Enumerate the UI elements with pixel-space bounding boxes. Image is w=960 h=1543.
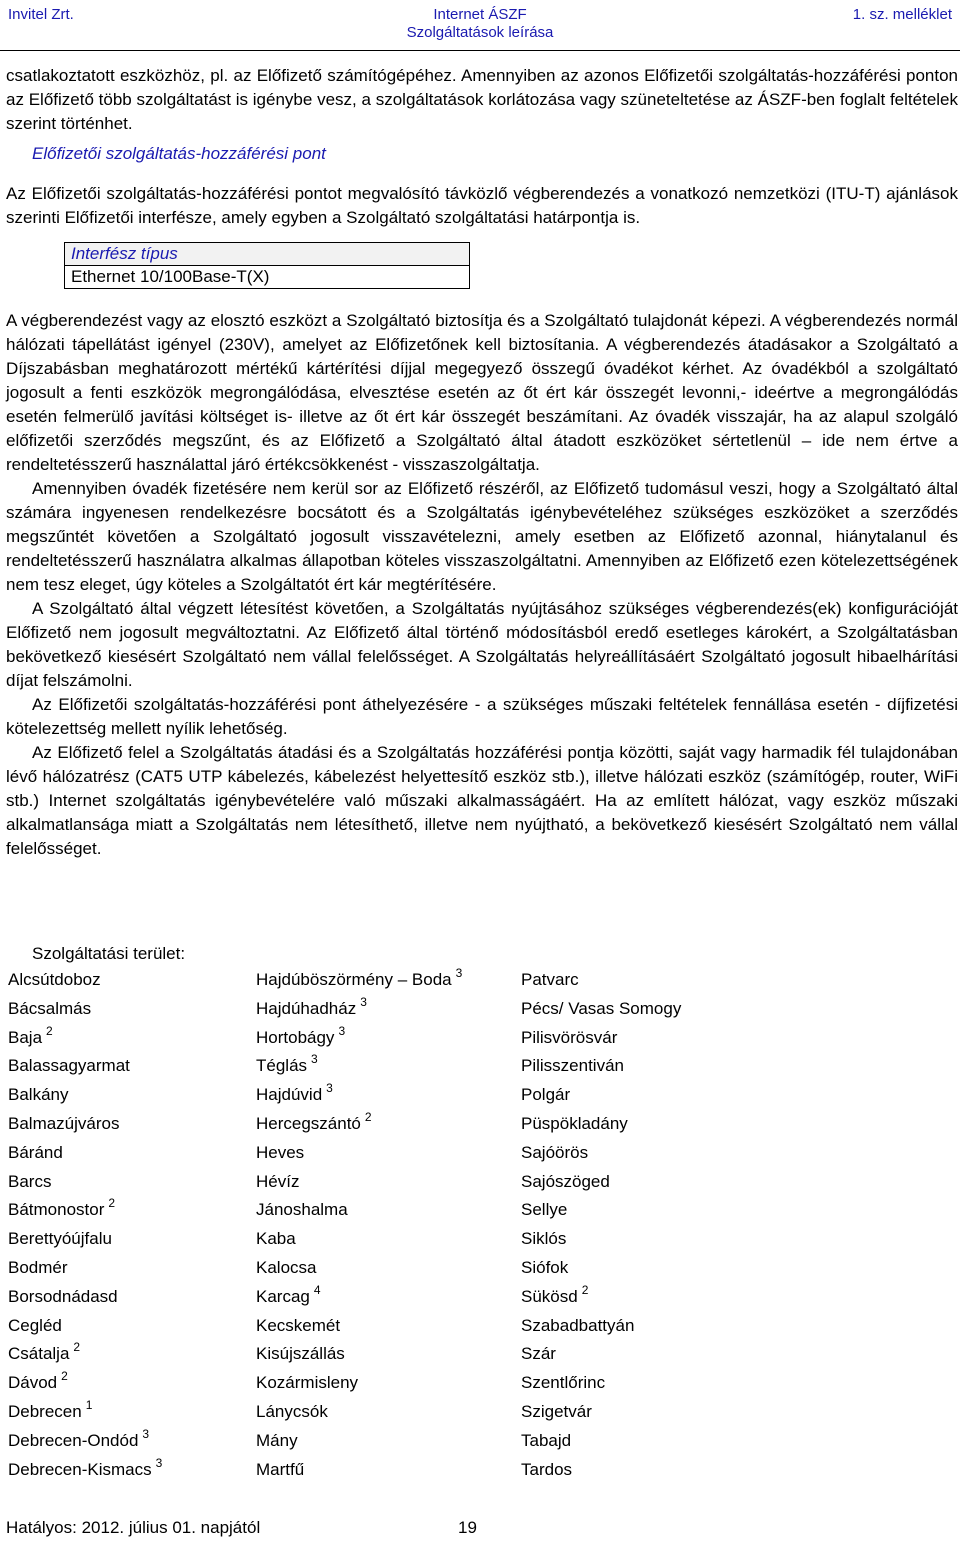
town-name: Bácsalmás xyxy=(8,998,92,1018)
town-name: Hercegszántó xyxy=(256,1113,361,1133)
service-area-town xyxy=(521,1196,681,1225)
town-name: Siófok xyxy=(521,1257,569,1277)
town-name: Sajószöged xyxy=(521,1171,610,1191)
service-area-town xyxy=(256,995,462,1024)
town-name: Hajdúböszörmény – Boda xyxy=(256,970,452,989)
town-name: Hajdúvid xyxy=(256,1085,323,1105)
service-area-column-1 xyxy=(8,966,162,1484)
service-area-column-2 xyxy=(256,966,462,1484)
town-name: Kecskemét xyxy=(256,1315,341,1335)
section-title: Előfizetői szolgáltatás-hozzáférési pont xyxy=(32,144,326,163)
town-name: Debrecen-Kismacs xyxy=(8,1459,152,1479)
town-name: Lánycsók xyxy=(256,1401,328,1421)
header-title xyxy=(0,6,960,42)
town-name: Cegléd xyxy=(8,1315,62,1335)
service-area-town xyxy=(8,1196,162,1225)
service-area-town xyxy=(521,1456,681,1485)
town-name: Hajdúhadház xyxy=(256,998,357,1018)
service-area-town xyxy=(8,1081,162,1110)
town-name: Püspökladány xyxy=(521,1113,628,1133)
service-area-town xyxy=(521,1254,681,1283)
town-name: Szigetvár xyxy=(521,1401,592,1421)
service-area-town xyxy=(256,1052,462,1081)
town-footnote-mark: 4 xyxy=(313,1282,321,1297)
service-area-town xyxy=(8,1283,162,1312)
service-area-town xyxy=(521,1052,681,1081)
service-area-town xyxy=(8,1052,162,1081)
town-name: Csátalja xyxy=(8,1344,70,1364)
town-name: Pilisvörösvár xyxy=(521,1027,618,1047)
town-name: Kisújszállás xyxy=(256,1344,345,1364)
footer-page-number: 19 xyxy=(458,1518,477,1537)
body-paragraph-4: Az Előfizetői szolgáltatás-hozzáférési pont áthelyezésére - a szükséges műszaki feltételek fennállása esetén - díjfizetési kötelezettség mellett nyílik lehetőség. xyxy=(6,695,958,738)
service-area-town xyxy=(8,1110,162,1139)
town-name: Balkány xyxy=(8,1085,69,1105)
town-name: Pécs/ Vasas Somogy xyxy=(521,998,682,1018)
town-name: Szabadbattyán xyxy=(521,1315,635,1335)
service-area-town xyxy=(521,995,681,1024)
town-name: Sellye xyxy=(521,1200,568,1220)
service-area-town xyxy=(8,1340,162,1369)
town-name: Kaba xyxy=(256,1229,296,1249)
document-body xyxy=(6,64,958,861)
service-area-town xyxy=(521,1024,681,1053)
town-name: Barcs xyxy=(8,1171,52,1191)
town-footnote-mark: 2 xyxy=(61,1369,68,1384)
town-footnote-mark: 3 xyxy=(142,1426,150,1441)
body-paragraph-5: Az Előfizető felel a Szolgáltatás átadási és a Szolgáltatás hozzáférési pontja közötti, saját vagy harmadik fél tulajdonában lévő hálózatrész (CAT5 UTP kábelezés, kábelezést helyettesítő eszköz stb.), illetve hálózati eszköz (számítógép, router, WiFi stb.) Internet szolgáltatás igénybevételére való műszaki alkalmasságáért. Ha az említett hálózat, vagy eszköz műszaki alkalmatlansága miatt a Szolgáltatás nem létesíthető, illetve nem nyújtható, a bekövetkező kiesésért Szolgáltató nem vállal felelősséget. xyxy=(6,743,958,858)
town-name: Martfű xyxy=(256,1459,305,1479)
service-area-town xyxy=(256,1081,462,1110)
body-paragraph-3: A Szolgáltató által végzett létesítést követően, a Szolgáltatás nyújtásához szükséges végberendezés(ek) konfigurációját Előfizető nem jogosult megváltoztatni. Az Előfizető által történő módosításból eredő esetleges károkért, a Szolgáltatásban bekövetkező kiesésért Szolgáltató nem vállal felelősséget. A Szolgáltatás helyreállításáért Szolgáltató jogosult hibaelhárítási díjat felszámolni. xyxy=(6,599,958,690)
town-footnote-mark: 3 xyxy=(360,994,367,1009)
service-area-town xyxy=(521,1168,681,1197)
service-area-town xyxy=(8,1312,162,1341)
town-name: Kozármisleny xyxy=(256,1373,359,1393)
service-area-town xyxy=(256,1024,462,1053)
town-name: Hortobágy xyxy=(256,1027,335,1047)
service-area-town xyxy=(8,1254,162,1283)
footer-effective-date: Hatályos: 2012. július 01. napjától xyxy=(6,1518,261,1537)
town-name: Sajóörös xyxy=(521,1142,589,1162)
town-name: Berettyóújfalu xyxy=(8,1229,112,1249)
town-name: Siklós xyxy=(521,1229,567,1249)
town-name: Patvarc xyxy=(521,970,579,989)
service-area-town xyxy=(256,1196,462,1225)
town-footnote-mark: 2 xyxy=(364,1109,372,1124)
service-area-town xyxy=(8,1225,162,1254)
service-area-town xyxy=(256,1369,462,1398)
service-area-town xyxy=(521,1225,681,1254)
town-name: Dávod xyxy=(8,1373,58,1393)
body-paragraph-2: Amennyiben óvadék fizetésére nem kerül sor az Előfizető részéről, az Előfizető tudomásul veszi, hogy a Szolgáltató által számára ingyenesen rendelkezésre bocsátott és a Szolgáltatás igénybevételéhez szükséges eszközöket a szerződés megszűntét követően a Szolgáltató jogosult visszavételezni, amely esetben az Előfizető azonnal, hiánytalanul és rendeltetésszerű használatra alkalmas állapotban köteles visszaszolgáltatni. Amennyiben az Előfizető ezen kötelezettségének nem tesz eleget, úgy köteles a Szolgáltatót ért kár megtérítésére. xyxy=(6,479,958,594)
service-area-town xyxy=(256,1312,462,1341)
town-name: Báránd xyxy=(8,1142,63,1162)
service-area-town xyxy=(8,966,162,995)
service-area-label: Szolgáltatási terület: xyxy=(32,944,186,963)
town-name: Tabajd xyxy=(521,1430,572,1450)
town-name: Kalocsa xyxy=(256,1257,317,1277)
town-footnote-mark: 3 xyxy=(338,1023,346,1038)
service-area-town xyxy=(521,1427,681,1456)
header-divider xyxy=(0,50,960,51)
town-name: Mány xyxy=(256,1430,298,1450)
service-area-town xyxy=(256,1340,462,1369)
service-area-town xyxy=(256,1168,462,1197)
town-footnote-mark: 2 xyxy=(73,1340,81,1355)
town-name: Szár xyxy=(521,1344,556,1364)
service-area-town xyxy=(256,1398,462,1427)
service-area-town xyxy=(8,995,162,1024)
service-area-town xyxy=(256,1110,462,1139)
service-area-town xyxy=(256,1225,462,1254)
service-area-town xyxy=(256,966,462,995)
town-footnote-mark: 3 xyxy=(311,1052,318,1067)
service-area-town xyxy=(256,1139,462,1168)
service-area-town xyxy=(8,1168,162,1197)
header-annex: 1. sz. melléklet xyxy=(852,6,952,23)
town-name: Pilisszentiván xyxy=(521,1056,624,1076)
header-company: Invitel Zrt. xyxy=(8,6,74,23)
town-name: Bátmonostor xyxy=(8,1200,105,1220)
town-name: Polgár xyxy=(521,1085,571,1105)
town-footnote-mark: 3 xyxy=(326,1081,333,1096)
header-title-line1: Internet ÁSZF xyxy=(433,6,527,23)
town-name: Borsodnádasd xyxy=(8,1286,118,1306)
town-footnote-mark: 2 xyxy=(581,1282,589,1297)
service-area-town xyxy=(521,1110,681,1139)
interface-table xyxy=(64,242,470,289)
town-name: Hévíz xyxy=(256,1171,300,1191)
service-area-town xyxy=(256,1283,462,1312)
service-area-town xyxy=(8,1139,162,1168)
town-name: Szentlőrinc xyxy=(521,1373,606,1393)
service-area-town xyxy=(256,1427,462,1456)
header-title-line2: Szolgáltatások leírása xyxy=(406,24,554,41)
service-area-town xyxy=(521,966,681,995)
town-name: Balassagyarmat xyxy=(8,1056,130,1076)
town-name: Téglás xyxy=(256,1056,308,1076)
service-area-town xyxy=(521,1139,681,1168)
town-name: Jánoshalma xyxy=(256,1200,348,1220)
service-area-town xyxy=(521,1312,681,1341)
service-area-town xyxy=(256,1456,462,1485)
service-area-town xyxy=(256,1254,462,1283)
town-footnote-mark: 3 xyxy=(155,1455,163,1470)
intro-paragraph: csatlakoztatott eszközhöz, pl. az Előfizető számítógépéhez. Amennyiben az azonos Előfizetői szolgáltatás-hozzáférési ponton az Előfizető több szolgáltatást is igénybe vesz, a szolgáltatások korlátozása vagy szüneteltetése az ÁSZF-ben foglalt feltételek szerint történhet. xyxy=(6,66,958,133)
service-area-town xyxy=(521,1283,681,1312)
service-area-town xyxy=(8,1427,162,1456)
town-name: Alcsútdoboz xyxy=(8,970,101,989)
town-name: Balmazújváros xyxy=(8,1113,120,1133)
service-area-town xyxy=(521,1081,681,1110)
town-footnote-mark: 2 xyxy=(108,1196,116,1211)
town-name: Debrecen xyxy=(8,1401,82,1421)
town-name: Debrecen-Ondód xyxy=(8,1430,139,1450)
town-name: Karcag xyxy=(256,1286,310,1306)
town-name: Bodmér xyxy=(8,1257,68,1277)
service-area-town xyxy=(8,1024,162,1053)
service-area-town xyxy=(521,1398,681,1427)
service-area-town xyxy=(521,1340,681,1369)
interface-table-value: Ethernet 10/100Base-T(X) xyxy=(65,266,470,289)
town-footnote-mark: 2 xyxy=(46,1023,53,1038)
service-area-town xyxy=(8,1456,162,1485)
interface-table-header: Interfész típus xyxy=(65,243,470,266)
service-area-town xyxy=(8,1398,162,1427)
town-footnote-mark: 3 xyxy=(455,966,463,980)
body-paragraph-1: A végberendezést vagy az elosztó eszközt a Szolgáltató biztosítja és a Szolgáltató tulajdonát képezi. A végberendezés normál hálózati tápellátást igényel (230V), amelyet az Előfizetőnek kell biztosítania. A végberendezés átadásakor a Szolgáltató a Díjszabásban meghatározott mértékű kártérítési díjjal megegyező összegű óvadékot kérhet. Az óvadékból a szolgáltató jogosult a fenti eszközök megrongálódása, elvesztése esetén az őt ért kár összegét levonni,- ideértve a megrongálódás esetén felmerülő javítási költséget is- illetve az őt ért kár összegét beszámítani. Az óvadék visszajár, ha az alapul szolgáló előfizetői szerződés megszűnt, és az Előfizető a Szolgáltató által átadott eszközöket sértetlenül – ide nem értve a rendeltetésszerű használattal járó értékcsökkenést - visszaszolgáltatja. xyxy=(6,311,958,474)
town-name: Heves xyxy=(256,1142,305,1162)
service-area-town xyxy=(521,1369,681,1398)
section-paragraph: Az Előfizetői szolgáltatás-hozzáférési pontot megvalósító távközlő végberendezés a vonatkozó nemzetközi (ITU-T) ajánlások szerinti Előfizetői interfésze, amely egyben a Szolgáltató szolgáltatási határpontja is. xyxy=(6,184,958,227)
town-name: Baja xyxy=(8,1027,43,1047)
service-area-column-3 xyxy=(521,966,681,1484)
town-name: Tardos xyxy=(521,1459,573,1479)
town-footnote-mark: 1 xyxy=(85,1397,93,1412)
service-area-town xyxy=(8,1369,162,1398)
town-name: Sükösd xyxy=(521,1286,578,1306)
